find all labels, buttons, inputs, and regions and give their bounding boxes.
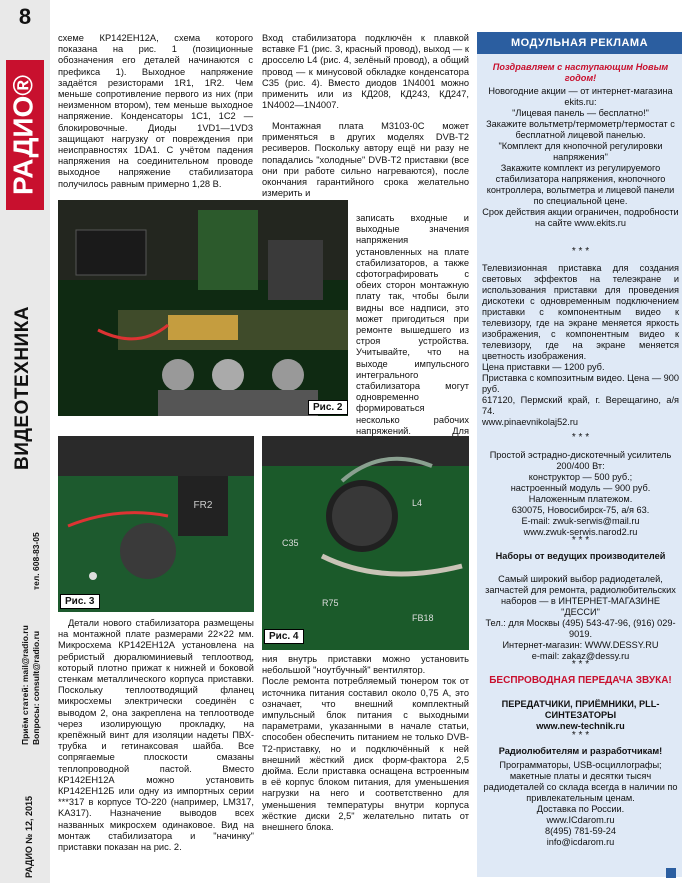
circuit-board-image bbox=[58, 436, 254, 612]
contact-questions: Вопросы: consult@radio.ru bbox=[31, 630, 41, 745]
l4-mark: L4 bbox=[412, 498, 423, 508]
fb-mark: FB18 bbox=[412, 613, 434, 623]
figure-2-photo bbox=[58, 200, 348, 416]
ad-icdarom-title: Радиолюбителям и разработчикам! bbox=[498, 746, 663, 756]
circuit-board-image bbox=[262, 436, 469, 650]
end-mark bbox=[666, 868, 676, 878]
figure-3-caption: Рис. 3 bbox=[60, 594, 100, 609]
article-col1-bottom: Детали нового стабилизатора размещены на монтажной плате размерами 22×22 мм. Микросхема КР142ЕН12А установлена на ребристый дюралюминиевый теплоотвод, который плотно прижат к нижней и боковой стенкам металлического корпуса приставки. Поскольку теплоотводящий фланец микросхемы электрически соединён с выводом 2, она закреплена на теплоотводе через изолирующую прокладку, на крепёжный винт для изоляции надеты ПВХ-трубка и гетинаксовая шайба. Все сопрягаемые плоскости смазаны теплопроводной пастой. Вместо КР142ЕН12А можно установить КР142ЕН12Б или одну из импортных серии ***317 в корпусе ТО-220 (например, LM317, KA317). Назначение выводов всех названных микросхем одинаковое. Вид на монтаж стабилизатора и "начинку" приставки показан на рис. 2. bbox=[58, 618, 254, 853]
svg-text:РАДИО®: РАДИО® bbox=[7, 75, 39, 195]
ad-separator: * * * bbox=[571, 432, 590, 443]
issue-label: РАДИО № 12, 2015 bbox=[24, 796, 34, 878]
chip-label: FR2 bbox=[193, 500, 213, 511]
ad-wireless: ПЕРЕДАТЧИКИ, ПРИЁМНИКИ, PLL-СИНТЕЗАТОРЫ www.new-technik.ru bbox=[501, 699, 660, 731]
figure-4-photo bbox=[262, 436, 469, 650]
figure-3-photo bbox=[58, 436, 254, 612]
ad-separator: * * * bbox=[571, 730, 590, 741]
article-col2-wrap: записать входные и выходные значения напряжения установленных на плате стабилизаторов, а также сфотографировать с обеих сторон монтажную плату так, чтобы были видны все надписи, это может пригодиться при ремонте вышедшего из строя устройства. Учитывайте, что на выходе импульсного интегрального стабилизатора могут одновременно формироваться несколько рабочих напряжений. Для bbox=[356, 213, 469, 436]
article-col2-bottom: ния внутрь приставки можно установить небольшой "ноутбучный" вентилятор. После ремонта потребляемый тюнером ток от источника питания составил около 0,75 А, это означает, что внешний комплектный импульсный блок питания с выходными параметрами, указанными в начале статьи, способен обеспечить питанием не только DVB-T2-приставку, но и подключённый к ней внешний жёсткий диск форм-фактора 2,5 дюйма. Если приставка оснащена встроенным в её корпус блоком питания, для уменьшения нагрузки на него и соответственно для уменьшения температуры внутри корпуса жёсткие диски 2,5" желательно питать от внешнего блока. bbox=[262, 654, 469, 833]
section-title: ВИДЕОТЕХНИКА bbox=[12, 305, 33, 470]
r-mark: R75 bbox=[322, 598, 339, 608]
article-col1-top: схеме КР142ЕН12А, схема которого показана на рис. 1 (позиционные обозначения его деталей начинаются с префикса 1). Выходное напряжение задаётся резисторами 1R1, 1R2. Чем меньше сопротивление первого из них (при неизменном втором), тем меньше выходное напряжение. Конденсаторы 1С1, 1С2 — блокировочные. Диоды 1VD1—1VD3 защищают нагрузку от повреждения при неисправностях 1DA1. С учётом падения напряжения на соединительном проводе выходное напряжение стабилизатора получилось равным примерно 1,28 В. bbox=[58, 33, 253, 189]
ad-ekits: Новогодние акции — от интернет-магазина ekits.ru: "Лицевая панель — бесплатно!" Закажите вольтметр/термометр/термостат с бесплатной лицевой панелью. "Комплект для кнопочной регулировки напряжения" Закажите комплект из регулируемого стабилизатора напряжения, кнопочного контроллера, вольтметра и лицевой панели по специальной цене. Срок действия акции ограничен, подробности на сайте www.ekits.ru bbox=[482, 86, 679, 228]
phone-number: тел. 608-83-05 bbox=[31, 532, 41, 590]
ad-icdarom: Программаторы, USB-осциллографы; макетные платы и десятки тысяч радиодеталей со склада всегда в наличии по привлекательным ценам. Доставка по России. www.ICdarom.ru 8(495) 781-59-24 info@icdarom.ru bbox=[483, 760, 678, 847]
article-col2-para2: Монтажная плата М3103-0С может применяться в других моделях DVB-T2 ресиверов. Поскольку автору ещё ни разу не попадались "холодные" DVB-T2 приставки (все они при работе сильно нагреваются), после окончания гарантийного срока желательно измерить и bbox=[262, 121, 469, 199]
ad-separator: * * * bbox=[571, 659, 590, 670]
ad-amplifier: Простой эстрадно-дискотечный усилитель 200/400 Вт: конструктор — 500 руб.; настроенный модуль — 900 руб. Наложенным платежом. 630075, Новосибирск-75, а/я 63. E-mail: zwuk-serwis@mail.ru www.zwuk-serwis.narod2.ru bbox=[489, 450, 672, 537]
ad-dessy-title: Наборы от ведущих производителей bbox=[495, 551, 666, 561]
article-col2-para1: Вход стабилизатора подключён к плавкой вставке F1 (рис. 3, красный провод), выход — к дросселю L4 (рис. 4, зелёный провод), а общий провод — к минусовой обкладке конденсатора С35 (рис. 4). Вместо диодов 1N4001 можно применить или из КД208, КД243, КД247, 1N4002—1N4007. bbox=[262, 33, 469, 111]
figure-4-caption: Рис. 4 bbox=[264, 629, 304, 644]
ad-panel-header: МОДУЛЬНАЯ РЕКЛАМА bbox=[477, 32, 682, 54]
circuit-board-image bbox=[58, 200, 348, 416]
figure-2-caption: Рис. 2 bbox=[308, 400, 348, 415]
c35-mark: C35 bbox=[282, 538, 299, 548]
ad-greeting: Поздравляем с наступающим Новым годом! bbox=[492, 62, 669, 83]
ad-separator: * * * bbox=[571, 535, 590, 546]
page-number: 8 bbox=[18, 4, 32, 29]
ad-separator: * * * bbox=[571, 246, 590, 257]
contact-articles: Приём статей: mail@radio.ru bbox=[20, 625, 30, 745]
ad-wireless-title: БЕСПРОВОДНАЯ ПЕРЕДАЧА ЗВУКА! bbox=[489, 675, 672, 686]
radio-logo bbox=[0, 60, 50, 210]
ad-tv-box: Телевизионная приставка для создания световых эффектов на телеэкране и использования приставки для проведения дискотеки с одновременным подключением приставки с компонентным видео к телевизору, где на экране меняется яркость изображения, с компонентным видео к телевизору, где на экране меняется цветность изображения. Цена приставки — 1200 руб. Приставка с композитным видео. Цена — 900 руб. 617120, Пермский край, г. Верещагино, а/я 74. www.pinaevnikolaj52.ru bbox=[482, 263, 679, 427]
ad-dessy: Самый широкий выбор радиодеталей, запчастей для ремонта, радиолюбительских наборов — в ИНТЕРНЕТ-МАГАЗИНЕ "ДЕССИ" Тел.: для Москвы (495) 543-47-96, (916) 029-9019. Интернет-магазин: WWW.DESSY.RU e-mail: zakaz@dessy.ru bbox=[485, 574, 676, 661]
